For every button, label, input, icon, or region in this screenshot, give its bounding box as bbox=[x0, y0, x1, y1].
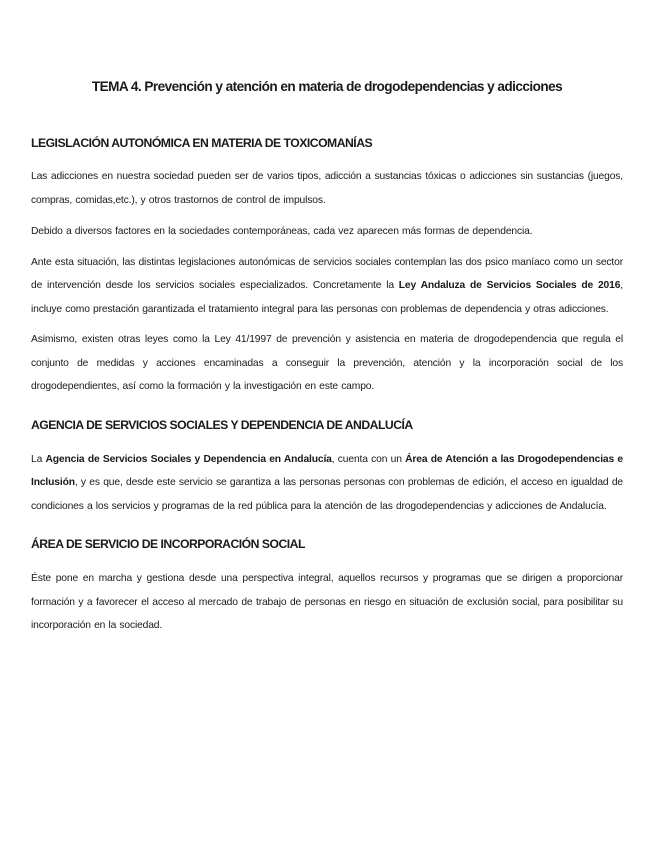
paragraph-text: , incluye como prestación garantizada el tratamiento integral para las personas con problemas de dependencia y otras adicciones. bbox=[31, 280, 623, 315]
agency-name-bold: Agencia de Servicios Sociales y Dependencia en Andalucía bbox=[45, 453, 332, 465]
section-heading-legislacion: LEGISLACIÓN AUTONÓMICA EN MATERIA DE TOXICOMANÍAS bbox=[31, 136, 373, 150]
section-heading-agencia: AGENCIA DE SERVICIOS SOCIALES Y DEPENDENCIA DE ANDALUCÍA bbox=[31, 417, 413, 432]
paragraph-adicciones-tipos: Las adicciones en nuestra sociedad pueden ser de varios tipos, adicción a sustancias tóxicas o adicciones sin sustancias (juegos, compras, comidas,etc.), y otros trastornos de control de impulsos. bbox=[31, 171, 623, 206]
paragraph-text: La bbox=[31, 453, 46, 465]
paragraph-text: , cuenta con un bbox=[331, 453, 406, 465]
law-reference-bold: Ley Andaluza de Servicios Sociales de 2016 bbox=[398, 280, 621, 291]
area-name-bold: Área de Atención a las Drogodependencias e Inclusión bbox=[31, 453, 623, 488]
paragraph-legislaciones-autonomicas bbox=[31, 251, 623, 322]
paragraph-text: , y es que, desde este servicio se garantiza a las personas personas con problemas de edición, el acceso en igualdad de condiciones a los servicios y programas de la red pública para la atención de las drogodependencias y adicciones de Andalucía. bbox=[31, 477, 623, 512]
document-title: TEMA 4. Prevención y atención en materia de drogodependencias y adicciones bbox=[91, 79, 563, 94]
paragraph-agencia-servicios bbox=[31, 448, 623, 519]
paragraph-incorporacion-social: Éste pone en marcha y gestiona desde una perspectiva integral, aquellos recursos y programas que se dirigen a proporcionar formación y a favorecer el acceso al mercado de trabajo de personas en riesgo en situación de exclusión social, para posibilitar su incorporación en la sociedad. bbox=[31, 573, 623, 631]
paragraph-text: Ante esta situación, las distintas legislaciones autonómicas de servicios sociales contemplan las dos psico maníaco como un sector de intervención desde los servicios sociales especializados. Concretamente la bbox=[31, 256, 623, 291]
paragraph-ley-41-1997: Asimismo, existen otras leyes como la Ley 41/1997 de prevención y asistencia en materia de drogodependencia que regula el conjunto de medidas y acciones encaminadas a conseguir la prevención, atención y la incorporación social de los drogodependientes, así como la formación y la investigación en este campo. bbox=[31, 334, 623, 392]
section-heading-incorporacion-social: ÁREA DE SERVICIO DE INCORPORACIÓN SOCIAL bbox=[31, 537, 305, 551]
paragraph-formas-dependencia: Debido a diversos factores en la sociedades contemporáneas, cada vez aparecen más formas de dependencia. bbox=[31, 226, 533, 237]
